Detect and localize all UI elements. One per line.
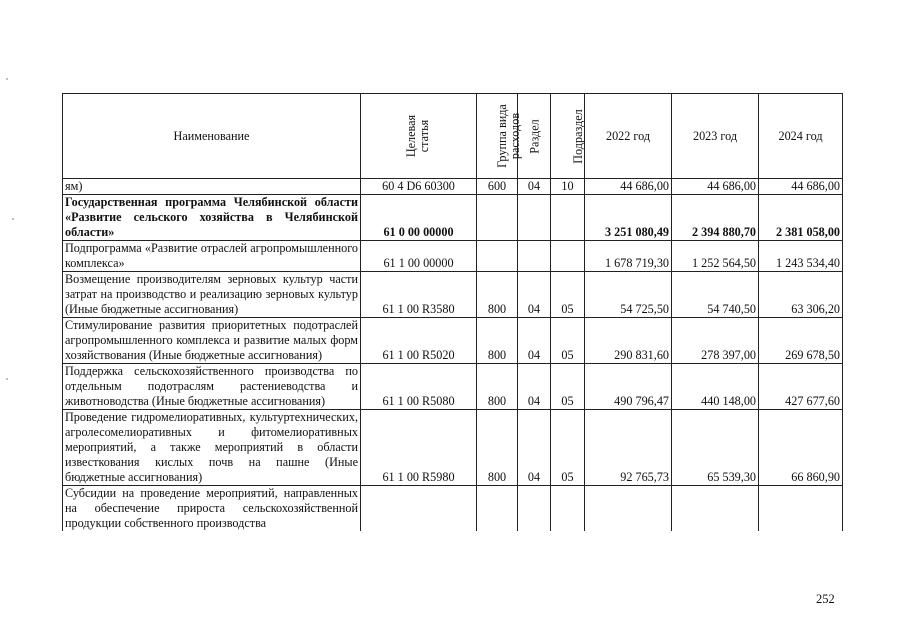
row-code: 61 1 00 R5020 <box>361 318 477 364</box>
row-subsection: 05 <box>551 318 585 364</box>
row-2023: 2 394 880,70 <box>672 195 759 241</box>
row-2023 <box>672 486 759 532</box>
row-name: Проведение гидромелиоративных, культуртехнических, агролесомелиоративных и фитомелиоративных мероприятий, а также мероприятий в области известкования кислых почв на пашне (Иные бюджетные ассигнования) <box>63 410 361 486</box>
row-subsection: 05 <box>551 364 585 410</box>
header-subsection: Подраздел <box>551 94 585 179</box>
row-2023: 1 252 564,50 <box>672 241 759 272</box>
row-section: 04 <box>518 179 551 195</box>
header-2024: 2024 год <box>759 94 843 179</box>
table-row <box>63 364 843 410</box>
row-section <box>518 241 551 272</box>
header-section: Раздел <box>518 94 551 179</box>
row-name: Поддержка сельскохозяйственного производства по отдельным подотраслям растениеводства и животноводства (Иные бюджетные ассигнования) <box>63 364 361 410</box>
row-code: 61 1 00 00000 <box>361 241 477 272</box>
table-header-row <box>63 94 843 179</box>
scan-dot <box>12 218 14 220</box>
row-2024: 44 686,00 <box>759 179 843 195</box>
row-group: 800 <box>477 318 518 364</box>
row-2022: 92 765,73 <box>585 410 672 486</box>
row-2023: 54 740,50 <box>672 272 759 318</box>
header-target-article: Целевая статья <box>361 94 477 179</box>
row-section: 04 <box>518 272 551 318</box>
table-row <box>63 241 843 272</box>
header-name: Наименование <box>63 94 361 179</box>
row-code: 61 1 00 R5080 <box>361 364 477 410</box>
row-2024 <box>759 486 843 532</box>
row-name: Возмещение производителям зерновых культур части затрат на производство и реализацию зерновых культур (Иные бюджетные ассигнования) <box>63 272 361 318</box>
row-subsection: 05 <box>551 410 585 486</box>
row-name: Подпрограмма «Развитие отраслей агропромышленного комплекса» <box>63 241 361 272</box>
header-expense-group: Группа вида расходов <box>477 94 518 179</box>
row-group: 600 <box>477 179 518 195</box>
budget-table <box>62 93 843 531</box>
row-code: 61 1 00 R5980 <box>361 410 477 486</box>
row-code: 61 1 00 R3580 <box>361 272 477 318</box>
row-2022: 3 251 080,49 <box>585 195 672 241</box>
row-2024: 1 243 534,40 <box>759 241 843 272</box>
page-number: 252 <box>816 592 835 606</box>
table-row <box>63 195 843 241</box>
row-section <box>518 195 551 241</box>
table-row <box>63 410 843 486</box>
row-subsection <box>551 486 585 532</box>
row-group <box>477 241 518 272</box>
row-2022 <box>585 486 672 532</box>
row-2024: 2 381 058,00 <box>759 195 843 241</box>
row-section <box>518 486 551 532</box>
row-subsection: 05 <box>551 272 585 318</box>
table-row <box>63 179 843 195</box>
row-section: 04 <box>518 410 551 486</box>
row-2024: 66 860,90 <box>759 410 843 486</box>
row-name: Стимулирование развития приоритетных подотраслей агропромышленного комплекса и развитие малых форм хозяйствования (Иные бюджетные ассигнования) <box>63 318 361 364</box>
header-2023: 2023 год <box>672 94 759 179</box>
row-group <box>477 486 518 532</box>
row-section: 04 <box>518 364 551 410</box>
row-2022: 490 796,47 <box>585 364 672 410</box>
row-subsection <box>551 195 585 241</box>
row-2023: 278 397,00 <box>672 318 759 364</box>
row-2022: 290 831,60 <box>585 318 672 364</box>
row-2023: 44 686,00 <box>672 179 759 195</box>
row-subsection <box>551 241 585 272</box>
table-row <box>63 318 843 364</box>
row-group: 800 <box>477 364 518 410</box>
row-name: Государственная программа Челябинской области «Развитие сельского хозяйства в Челябинской области» <box>63 195 361 241</box>
row-name: ям) <box>63 179 361 195</box>
header-2022: 2022 год <box>585 94 672 179</box>
row-2022: 1 678 719,30 <box>585 241 672 272</box>
row-name: Субсидии на проведение мероприятий, направленных на обеспечение прироста сельскохозяйственной продукции собственного производства <box>63 486 361 532</box>
row-code <box>361 486 477 532</box>
row-2023: 65 539,30 <box>672 410 759 486</box>
scan-dot <box>6 78 8 80</box>
row-2023: 440 148,00 <box>672 364 759 410</box>
row-group <box>477 195 518 241</box>
row-group: 800 <box>477 410 518 486</box>
row-2024: 63 306,20 <box>759 272 843 318</box>
row-subsection: 10 <box>551 179 585 195</box>
scan-dot <box>6 378 8 380</box>
row-section: 04 <box>518 318 551 364</box>
table-row <box>63 486 843 532</box>
row-group: 800 <box>477 272 518 318</box>
row-code: 60 4 D6 60300 <box>361 179 477 195</box>
row-2024: 427 677,60 <box>759 364 843 410</box>
row-2024: 269 678,50 <box>759 318 843 364</box>
row-2022: 54 725,50 <box>585 272 672 318</box>
row-2022: 44 686,00 <box>585 179 672 195</box>
row-code: 61 0 00 00000 <box>361 195 477 241</box>
table-row <box>63 272 843 318</box>
